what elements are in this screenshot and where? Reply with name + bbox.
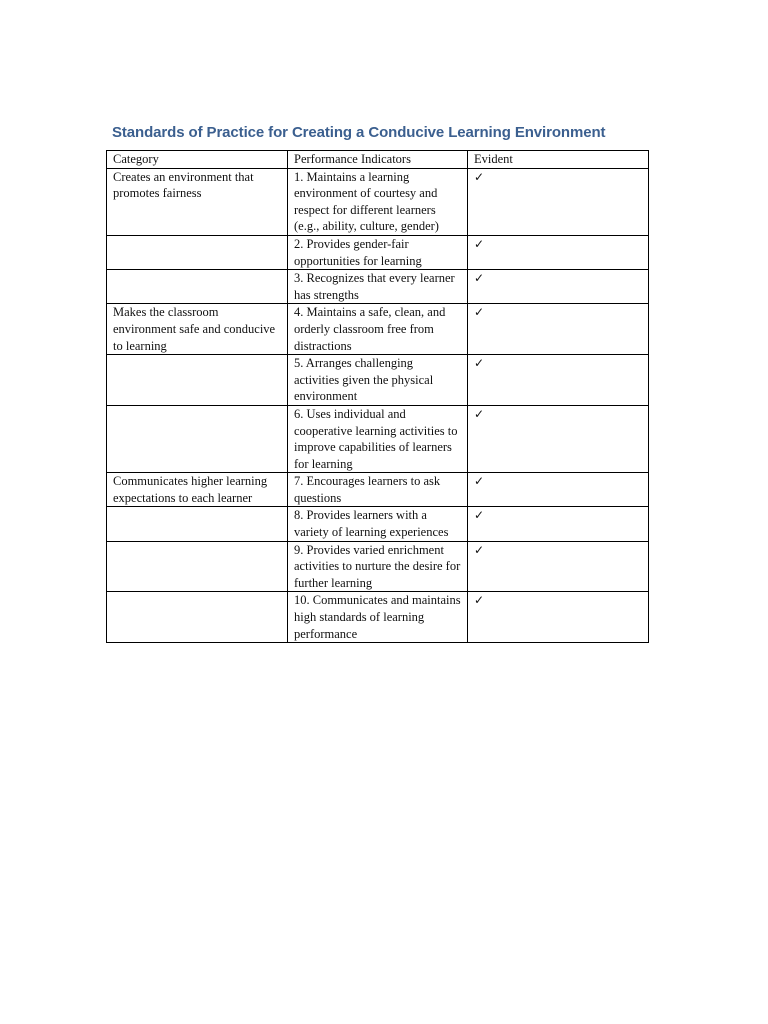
category-cell: Makes the classroom environment safe and conducive to learning [107, 304, 288, 355]
table-row [107, 270, 649, 304]
table-row [107, 355, 649, 406]
check-mark-icon: ✓ [468, 270, 649, 304]
category-cell [107, 270, 288, 304]
table-row [107, 304, 649, 355]
category-cell: Creates an environment that promotes fairness [107, 168, 288, 235]
category-cell: Communicates higher learning expectations to each learner [107, 473, 288, 507]
table-row [107, 541, 649, 592]
check-mark-icon: ✓ [468, 168, 649, 235]
category-cell [107, 355, 288, 406]
category-cell [107, 507, 288, 541]
check-mark-icon: ✓ [468, 355, 649, 406]
check-mark-icon: ✓ [468, 507, 649, 541]
table-row [107, 507, 649, 541]
table-row [107, 592, 649, 643]
column-header-indicators: Performance Indicators [288, 151, 468, 169]
check-mark-icon: ✓ [468, 405, 649, 472]
indicator-cell: 2. Provides gender-fair opportunities for learning [288, 235, 468, 269]
check-mark-icon: ✓ [468, 473, 649, 507]
table-row [107, 473, 649, 507]
indicator-cell: 6. Uses individual and cooperative learning activities to improve capabilities of learners for learning [288, 405, 468, 472]
indicator-cell: 3. Recognizes that every learner has strengths [288, 270, 468, 304]
category-cell [107, 235, 288, 269]
check-mark-icon: ✓ [468, 592, 649, 643]
standards-table [106, 150, 649, 643]
check-mark-icon: ✓ [468, 304, 649, 355]
table-row [107, 235, 649, 269]
indicator-cell: 1. Maintains a learning environment of courtesy and respect for different learners (e.g., ability, culture, gender) [288, 168, 468, 235]
indicator-cell: 9. Provides varied enrichment activities to nurture the desire for further learning [288, 541, 468, 592]
column-header-category: Category [107, 151, 288, 169]
check-mark-icon: ✓ [468, 541, 649, 592]
column-header-evident: Evident [468, 151, 649, 169]
category-cell [107, 592, 288, 643]
table-row [107, 168, 649, 235]
indicator-cell: 8. Provides learners with a variety of learning experiences [288, 507, 468, 541]
indicator-cell: 4. Maintains a safe, clean, and orderly classroom free from distractions [288, 304, 468, 355]
indicator-cell: 10. Communicates and maintains high standards of learning performance [288, 592, 468, 643]
table-row [107, 405, 649, 472]
page-title: Standards of Practice for Creating a Conducive Learning Environment [112, 124, 606, 141]
category-cell [107, 405, 288, 472]
indicator-cell: 5. Arranges challenging activities given the physical environment [288, 355, 468, 406]
category-cell [107, 541, 288, 592]
table-header-row [107, 151, 649, 169]
check-mark-icon: ✓ [468, 235, 649, 269]
indicator-cell: 7. Encourages learners to ask questions [288, 473, 468, 507]
